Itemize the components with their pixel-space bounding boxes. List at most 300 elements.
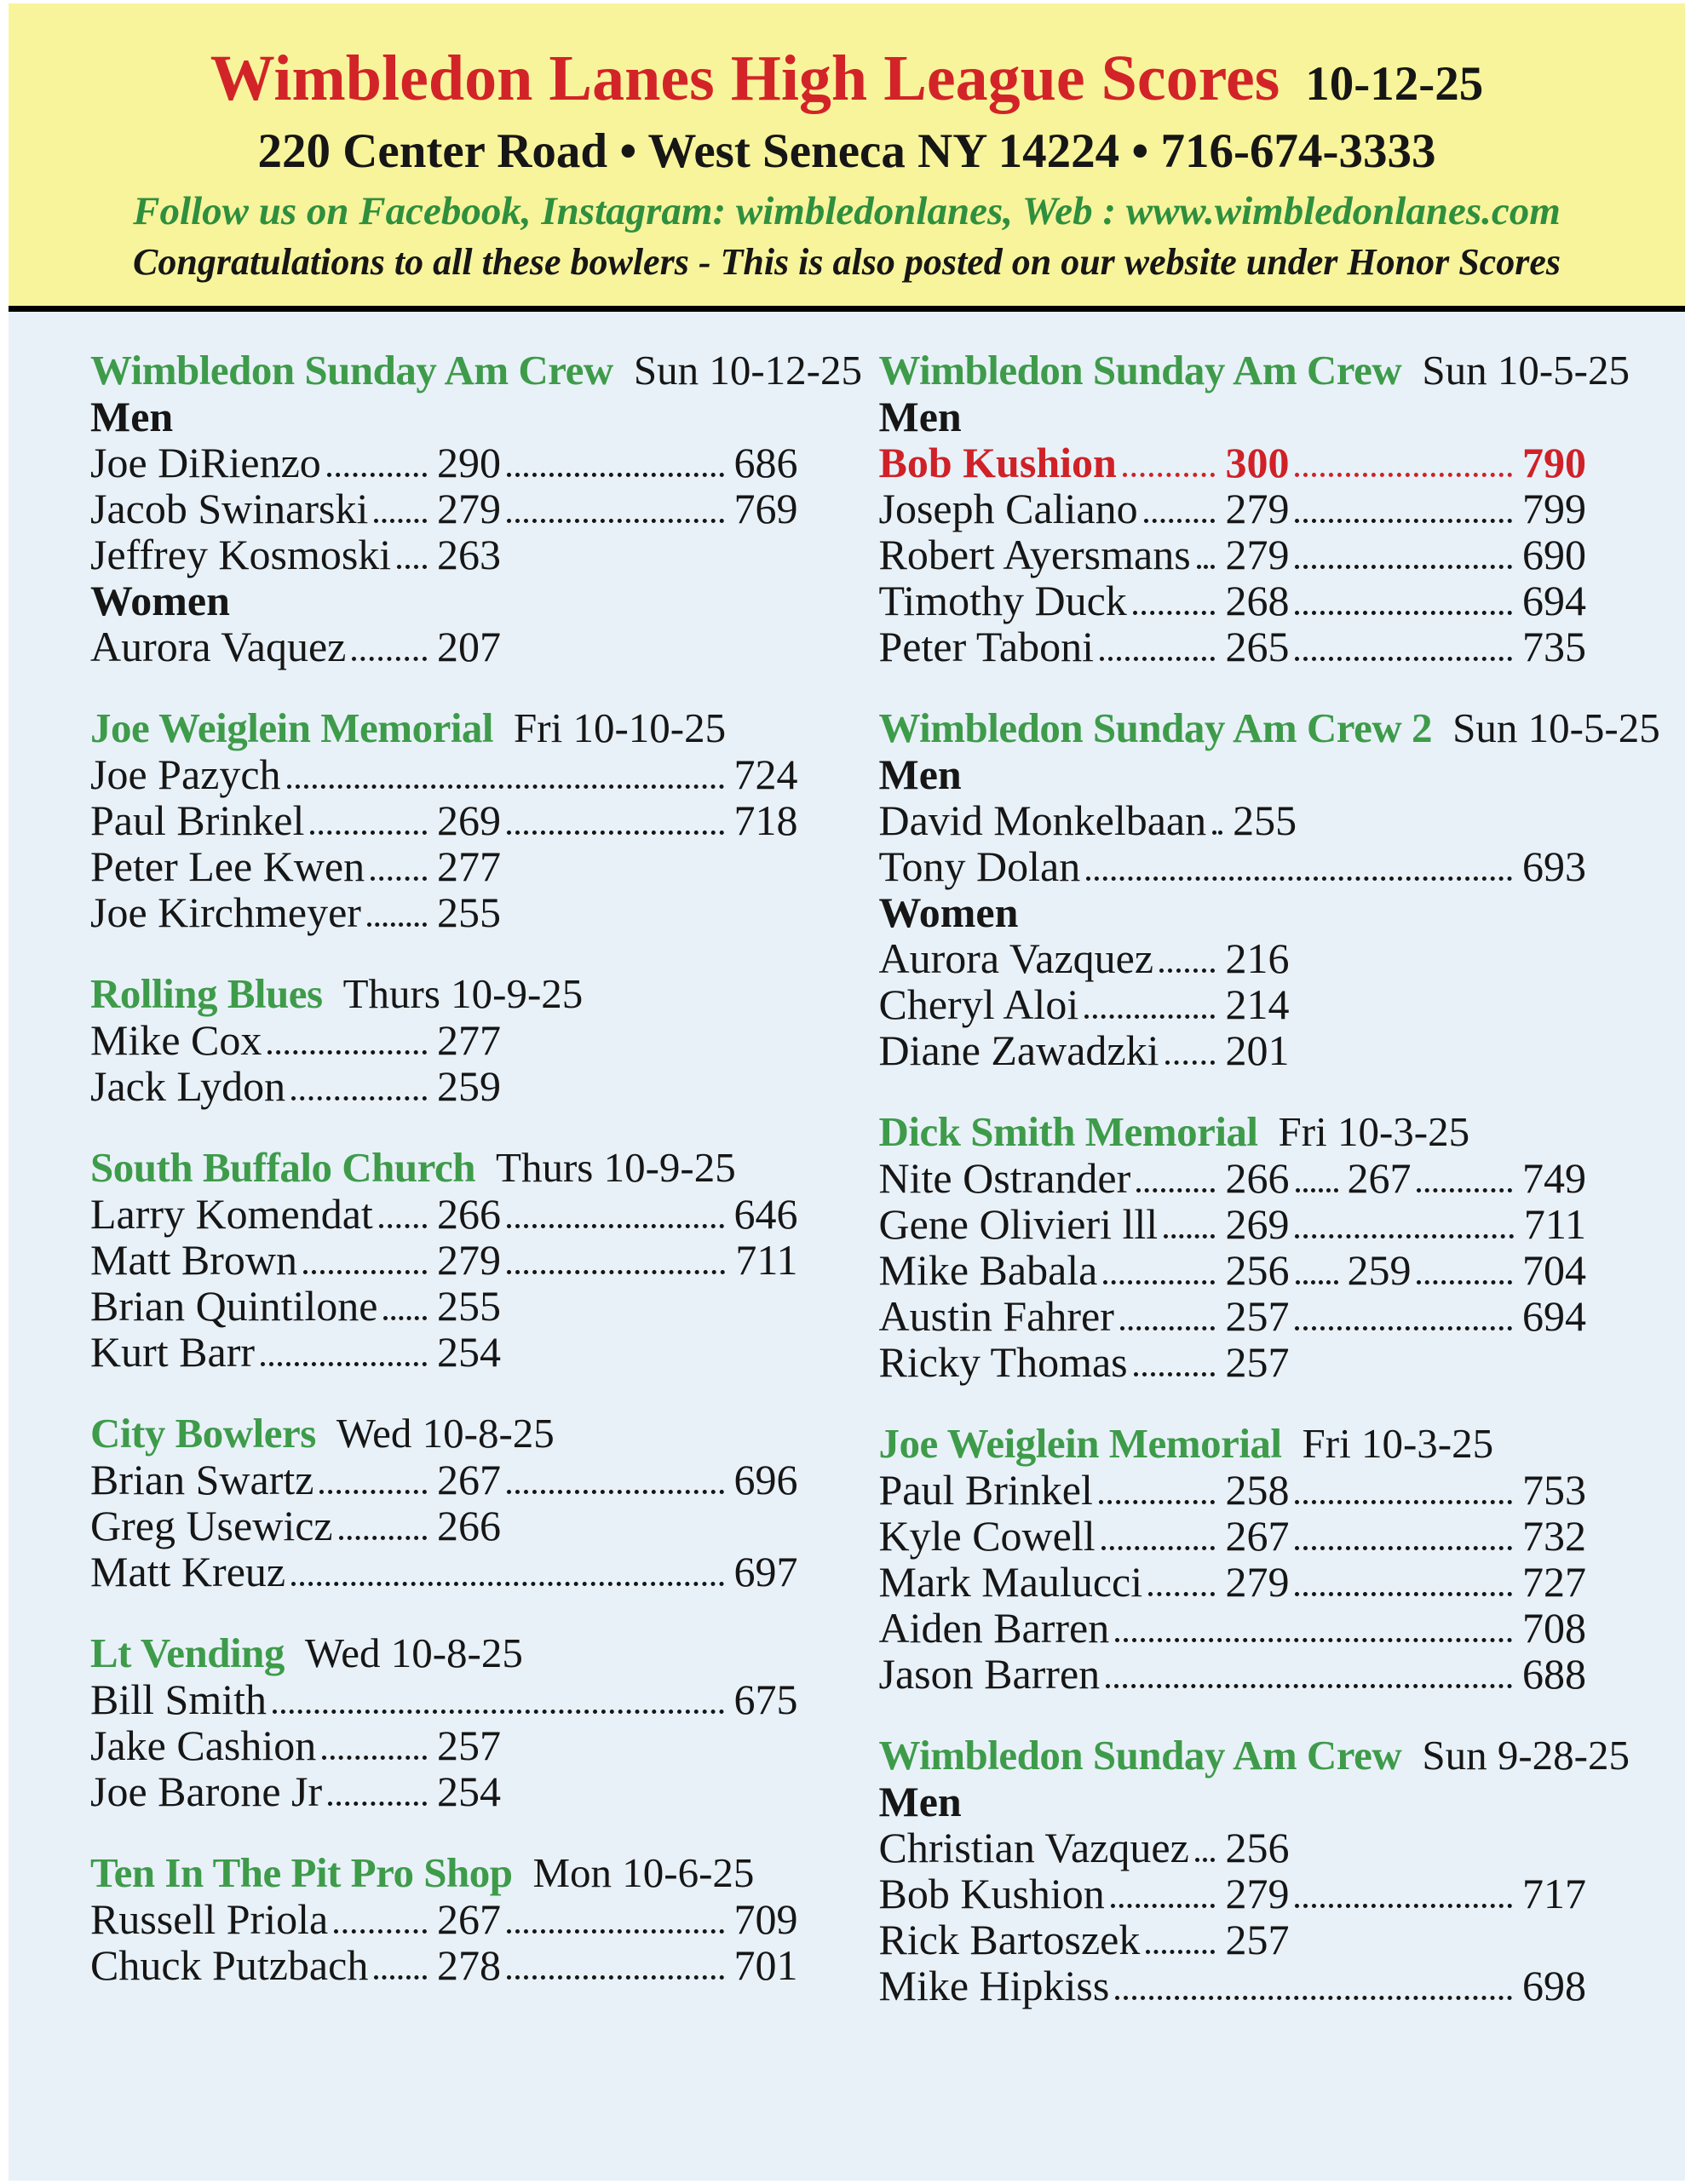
bowler-name: Christian Vazquez: [878, 1824, 1189, 1871]
score-row: [90, 532, 798, 578]
league-name: Lt Vending: [90, 1629, 285, 1676]
name-leader-segment: [90, 1237, 437, 1283]
name-leader-segment: [879, 1339, 1226, 1385]
leader-dots: [1099, 1500, 1216, 1504]
game-score: 266: [436, 1190, 501, 1238]
name-leader-segment: [879, 486, 1226, 532]
leader-dots: [1086, 876, 1512, 881]
leader-dots: [1295, 565, 1512, 569]
name-leader-segment: [879, 935, 1226, 981]
series-score: 708: [1522, 1604, 1586, 1652]
bowler-name: Robert Ayersmans: [878, 531, 1191, 578]
name-leader-segment: [879, 1513, 1226, 1559]
game-score: 267: [436, 1895, 501, 1943]
leader-dots: [1111, 1904, 1216, 1908]
bowler-name: Rick Bartoszek: [878, 1916, 1141, 1963]
league-section: [90, 971, 798, 1109]
game-score: 279: [1225, 485, 1290, 532]
game-score: 214: [1225, 980, 1290, 1028]
score-row: [879, 1605, 1587, 1651]
game-score: 259: [436, 1062, 501, 1110]
address-line: 220 Center Road • West Seneca NY 14224 • 716-674-3333: [257, 124, 1436, 178]
bowler-name: Joe Kirchmeyer: [90, 888, 361, 936]
leader-dots: [334, 1929, 427, 1934]
score-row: [90, 1942, 798, 1988]
leader-dots: [352, 657, 427, 661]
league-section: [879, 1421, 1587, 1697]
game-score: 267: [1225, 1512, 1290, 1560]
name-leader-segment: [90, 1063, 437, 1109]
bowler-name: Jack Lydon: [90, 1062, 286, 1110]
score-row: [879, 1917, 1587, 1963]
section-date: Thurs 10-9-25: [342, 970, 584, 1017]
section-header: [90, 705, 798, 751]
leader-dots: [1295, 611, 1512, 615]
score-row: [879, 843, 1587, 889]
gender-subheader: Men: [878, 750, 962, 798]
game-score: 256: [1225, 1246, 1290, 1294]
name-leader-segment: [879, 1201, 1226, 1247]
series-score: 735: [1522, 623, 1586, 670]
series-score: 749: [1522, 1154, 1586, 1202]
score-row: [879, 1963, 1587, 2009]
section-date: Sun 10-5-25: [1452, 704, 1660, 751]
score-row: [879, 797, 1587, 843]
section-date: Fri 10-3-25: [1302, 1420, 1494, 1467]
score-row: [90, 1549, 798, 1595]
leader-dots: [1134, 1372, 1216, 1376]
league-name: City Bowlers: [90, 1410, 316, 1457]
name-leader-segment: [90, 797, 437, 843]
section-date: Wed 10-8-25: [336, 1410, 555, 1457]
game-score: 258: [1225, 1466, 1290, 1514]
series-score: 675: [733, 1675, 798, 1723]
bowler-name: Bob Kushion: [878, 439, 1117, 486]
page-title: Wimbledon Lanes High League Scores: [210, 43, 1280, 114]
name-leader-segment: [90, 1017, 437, 1063]
name-leader-segment: [90, 1191, 437, 1237]
section-date: Sun 10-12-25: [633, 347, 862, 394]
leader-dots: [379, 1224, 427, 1228]
league-section: [878, 704, 1660, 1074]
score-row: [90, 1503, 798, 1549]
score-row: [879, 935, 1587, 981]
bowler-name: Gene Olivieri lll: [878, 1200, 1159, 1248]
leader-dots: [1295, 473, 1512, 477]
leader-dots: [267, 1050, 427, 1055]
score-row: [90, 1017, 798, 1063]
bowler-name: Bob Kushion: [878, 1870, 1105, 1917]
series-score: 694: [1522, 577, 1586, 624]
section-date: Sun 9-28-25: [1422, 1732, 1630, 1779]
leader-dots: [1295, 1592, 1512, 1596]
leader-dots: [374, 519, 427, 523]
series-score: 769: [733, 485, 798, 532]
section-date: Fri 10-10-25: [514, 704, 727, 751]
section-header: [878, 1732, 1630, 1779]
leader-dots: [287, 785, 724, 789]
score-row: [879, 440, 1587, 486]
bowler-name: Aurora Vaquez: [90, 623, 347, 670]
leader-dots: [1295, 1546, 1512, 1550]
game-score: 254: [436, 1328, 501, 1376]
congrats-line: Congratulations to all these bowlers - This is also posted on our website under Honor Scores: [133, 241, 1561, 283]
bowler-name: Timothy Duck: [878, 577, 1127, 624]
leader-dots: [383, 1316, 426, 1320]
column-left: [90, 347, 862, 2044]
leader-dots: [327, 473, 427, 477]
series-score: 693: [1522, 842, 1586, 890]
leader-dots: [1084, 1014, 1215, 1019]
name-leader-segment: [879, 1871, 1226, 1917]
section-header: [879, 1421, 1587, 1467]
flyer-header: [9, 3, 1685, 312]
game-score: 255: [1233, 796, 1297, 844]
game-score: 255: [436, 1282, 501, 1330]
name-leader-segment: [90, 1722, 437, 1768]
score-row: [879, 1293, 1587, 1339]
gender-subheader: Women: [878, 888, 1019, 936]
score-row: [90, 1329, 798, 1375]
leader-dots: [507, 1929, 724, 1934]
leader-dots: [1101, 1546, 1216, 1550]
score-row: [879, 1247, 1587, 1293]
league-section: [90, 1850, 798, 1988]
game-score: 257: [1225, 1916, 1290, 1963]
bowler-name: Mark Maulucci: [878, 1558, 1143, 1606]
bowler-name: Greg Usewicz: [90, 1502, 333, 1549]
bowler-name: Aiden Barren: [878, 1604, 1110, 1652]
league-name: Dick Smith Memorial: [878, 1108, 1258, 1155]
score-row: [879, 1027, 1587, 1073]
leader-dots: [291, 1582, 723, 1586]
score-row: [879, 532, 1587, 578]
game2-score: 259: [1347, 1246, 1412, 1294]
score-row: [90, 1191, 798, 1237]
score-row: [879, 1201, 1587, 1247]
league-name: Joe Weiglein Memorial: [90, 704, 494, 751]
leader-dots: [328, 1802, 427, 1806]
bowler-name: Larry Komendat: [90, 1190, 373, 1238]
game-score: 269: [436, 796, 501, 844]
title-date: 10-12-25: [1305, 57, 1484, 111]
bowler-name: Peter Taboni: [878, 623, 1094, 670]
bowler-name: Joe Barone Jr: [90, 1767, 323, 1815]
series-score: 696: [733, 1456, 798, 1503]
name-leader-segment: [879, 578, 1226, 624]
bowler-name: Joe DiRienzo: [90, 439, 321, 486]
leader-dots: [397, 565, 427, 569]
leader-dots: [367, 922, 427, 927]
game-score: 257: [1225, 1292, 1290, 1340]
game-score: 279: [1225, 1558, 1290, 1606]
bowler-name: Mike Babala: [878, 1246, 1098, 1294]
bowler-name: Aurora Vazquez: [878, 934, 1154, 982]
section-header: [90, 1145, 798, 1191]
bowler-name: Paul Brinkel: [878, 1466, 1093, 1514]
score-row: [90, 1722, 798, 1768]
leader-dots: [1417, 1188, 1512, 1193]
league-section: [879, 1109, 1587, 1385]
leader-dots: [1197, 565, 1216, 569]
name-leader-segment: [879, 1293, 1226, 1339]
game2-score: 267: [1347, 1154, 1412, 1202]
score-row: [879, 1559, 1587, 1605]
bowler-name: Ricky Thomas: [878, 1338, 1128, 1386]
series-score: 727: [1522, 1558, 1586, 1606]
bowler-name: Tony Dolan: [878, 842, 1081, 890]
leader-dots: [1115, 1638, 1512, 1642]
bowler-name: Matt Brown: [90, 1236, 298, 1284]
name-leader-segment: [879, 532, 1226, 578]
bowler-name: Russell Priola: [90, 1895, 329, 1943]
section-date: Wed 10-8-25: [304, 1629, 523, 1676]
gender-subheader: Men: [878, 393, 962, 440]
score-row: [879, 981, 1587, 1027]
name-leader-segment: [879, 1155, 1226, 1201]
score-row: [90, 797, 798, 843]
bowler-name: Paul Brinkel: [90, 796, 305, 844]
name-leader-segment: [90, 1457, 437, 1503]
game-score: 277: [436, 1016, 501, 1064]
section-date: Thurs 10-9-25: [496, 1144, 736, 1191]
league-name: Wimbledon Sunday Am Crew: [878, 347, 1402, 394]
name-leader-segment: [879, 440, 1226, 486]
social-line: Follow us on Facebook, Instagram: wimbledonlanes, Web : www.wimbledonlanes.com: [133, 189, 1561, 233]
leader-dots: [507, 1490, 724, 1494]
name-leader-segment: [90, 1329, 437, 1375]
score-row: [879, 1467, 1587, 1513]
series-score: 646: [733, 1190, 798, 1238]
bowler-name: Mike Hipkiss: [878, 1962, 1110, 2009]
game-score: 278: [436, 1941, 501, 1989]
name-leader-segment: [90, 1283, 437, 1329]
leader-dots: [371, 876, 427, 881]
leader-dots: [1100, 657, 1215, 661]
leader-dots: [291, 1096, 427, 1101]
leader-dots: [1144, 519, 1216, 523]
bowler-name: Bill Smith: [90, 1675, 267, 1723]
leader-dots: [1417, 1280, 1512, 1285]
series-score: 698: [1522, 1962, 1586, 2009]
game-score: 279: [1225, 1870, 1290, 1917]
series-score: 709: [733, 1895, 798, 1943]
leader-dots: [374, 1975, 427, 1980]
name-leader-segment: [90, 843, 437, 889]
leader-dots: [273, 1710, 723, 1714]
league-section: [878, 1732, 1630, 2009]
bowler-name: Peter Lee Kwen: [90, 842, 365, 890]
leader-dots: [1295, 1234, 1513, 1239]
series-score: 697: [733, 1548, 798, 1595]
game-score: 268: [1225, 577, 1290, 624]
name-leader-segment: [879, 1559, 1226, 1605]
bowler-name: Chuck Putzbach: [90, 1941, 369, 1989]
score-row: [879, 1825, 1587, 1871]
name-leader-segment: [90, 532, 437, 578]
series-score: 790: [1522, 439, 1586, 486]
name-leader-segment: [879, 1027, 1226, 1073]
series-score: 717: [1522, 1870, 1586, 1917]
leader-dots: [1120, 1326, 1216, 1331]
league-name: Wimbledon Sunday Am Crew: [90, 347, 613, 394]
leader-dots: [1295, 1904, 1512, 1908]
section-header: [90, 1850, 798, 1896]
name-leader-segment: [879, 624, 1226, 670]
name-leader-segment: [90, 889, 437, 935]
leader-dots: [1106, 1684, 1512, 1688]
score-row: [879, 1871, 1587, 1917]
bowler-name: Jeffrey Kosmoski: [90, 531, 392, 578]
leader-dots: [1296, 1188, 1338, 1193]
game-score: 265: [1225, 623, 1290, 670]
score-row: [90, 440, 798, 486]
league-name: Rolling Blues: [90, 970, 323, 1017]
section-header: [90, 971, 798, 1017]
score-columns: [9, 312, 1685, 2044]
league-section: [90, 347, 862, 670]
series-score: 704: [1522, 1246, 1586, 1294]
leader-dots: [1295, 657, 1512, 661]
bowler-name: Cheryl Aloi: [878, 980, 1079, 1028]
game-score: 216: [1225, 934, 1290, 982]
name-leader-segment: [90, 1942, 437, 1988]
game-score: 255: [436, 888, 501, 936]
score-row: [879, 486, 1587, 532]
game-score: 279: [436, 1236, 501, 1284]
section-header: [90, 1630, 798, 1676]
score-row: [879, 624, 1587, 670]
score-row: [879, 578, 1587, 624]
series-score: 724: [733, 750, 798, 798]
leader-dots: [1212, 830, 1222, 835]
score-row: [90, 624, 798, 670]
game-score: 269: [1225, 1200, 1290, 1248]
score-row: [90, 1676, 798, 1722]
leader-dots: [1295, 1326, 1512, 1331]
bowler-name: David Monkelbaan: [878, 796, 1207, 844]
section-header: [878, 704, 1660, 751]
leader-dots: [507, 1975, 724, 1980]
series-score: 686: [733, 439, 798, 486]
gender-subheader: Women: [90, 577, 230, 624]
name-leader-segment: [879, 1467, 1226, 1513]
game-score: 279: [1225, 531, 1290, 578]
leader-dots: [1296, 1280, 1338, 1285]
game-score: 266: [1225, 1154, 1290, 1202]
game-score: 277: [436, 842, 501, 890]
game-score: 266: [436, 1502, 501, 1549]
leader-dots: [1123, 473, 1216, 477]
score-row: [879, 1339, 1587, 1385]
leader-dots: [303, 1270, 427, 1274]
league-name: Joe Weiglein Memorial: [878, 1420, 1282, 1467]
score-row: [90, 1768, 798, 1814]
leader-dots: [1165, 1060, 1216, 1065]
section-date: Mon 10-6-25: [532, 1849, 755, 1896]
score-row: [90, 486, 798, 532]
name-leader-segment: [90, 624, 437, 670]
name-leader-segment: [90, 1503, 437, 1549]
game-score: 207: [436, 623, 501, 670]
leader-dots: [1148, 1592, 1215, 1596]
bowler-name: Jake Cashion: [90, 1721, 317, 1769]
leader-dots: [507, 830, 724, 835]
game-score: 300: [1225, 439, 1290, 486]
bowler-name: Kyle Cowell: [878, 1512, 1096, 1560]
game-score: 290: [436, 439, 501, 486]
league-section: [90, 705, 798, 935]
league-section: [90, 1630, 798, 1814]
score-row: [90, 1237, 798, 1283]
game-score: 256: [1225, 1824, 1290, 1871]
leader-dots: [1115, 1996, 1512, 2000]
league-name: Wimbledon Sunday Am Crew 2: [878, 704, 1433, 751]
game-score: 257: [1225, 1338, 1290, 1386]
score-row: [879, 1651, 1587, 1697]
leader-dots: [319, 1490, 427, 1494]
title-line: [26, 43, 1668, 120]
series-score: 718: [733, 796, 798, 844]
gender-subheader: Men: [878, 1778, 962, 1825]
game-score: 279: [436, 485, 501, 532]
leader-dots: [310, 830, 427, 835]
leader-dots: [1136, 1188, 1215, 1193]
bowler-name: Jason Barren: [878, 1650, 1101, 1698]
score-row: [879, 1155, 1587, 1201]
flyer-page: [9, 3, 1685, 2181]
name-leader-segment: [90, 1768, 437, 1814]
series-score: 711: [1523, 1200, 1586, 1248]
bowler-name: Matt Kreuz: [90, 1548, 286, 1595]
leader-dots: [507, 1270, 725, 1274]
series-score: 690: [1522, 531, 1586, 578]
game-score: 267: [436, 1456, 501, 1503]
score-row: [90, 1896, 798, 1942]
score-row: [90, 1063, 798, 1109]
section-header: [90, 1411, 798, 1457]
series-score: 688: [1522, 1650, 1586, 1698]
leader-dots: [1295, 1500, 1512, 1504]
leader-dots: [1159, 968, 1215, 973]
name-leader-segment: [879, 981, 1226, 1027]
game-score: 201: [1225, 1026, 1290, 1074]
league-name: Wimbledon Sunday Am Crew: [878, 1732, 1402, 1779]
bowler-name: Diane Zawadzki: [878, 1026, 1159, 1074]
bowler-name: Kurt Barr: [90, 1328, 255, 1376]
bowler-name: Austin Fahrer: [878, 1292, 1114, 1340]
leader-dots: [1103, 1280, 1215, 1285]
leader-dots: [339, 1536, 427, 1540]
score-row: [90, 1457, 798, 1503]
name-leader-segment: [879, 797, 1234, 843]
game-score: 254: [436, 1767, 501, 1815]
section-header: [878, 347, 1630, 394]
leader-dots: [1195, 1858, 1216, 1862]
score-row: [90, 889, 798, 935]
leader-dots: [1133, 611, 1216, 615]
score-row: [90, 751, 798, 797]
section-header: [90, 347, 862, 394]
game-score: 263: [436, 531, 501, 578]
score-row: [90, 1283, 798, 1329]
series-score: 701: [733, 1941, 798, 1989]
leader-dots: [1146, 1950, 1215, 1954]
name-leader-segment: [90, 486, 437, 532]
name-leader-segment: [879, 1247, 1226, 1293]
league-name: Ten In The Pit Pro Shop: [90, 1849, 513, 1896]
leader-dots: [261, 1362, 427, 1366]
